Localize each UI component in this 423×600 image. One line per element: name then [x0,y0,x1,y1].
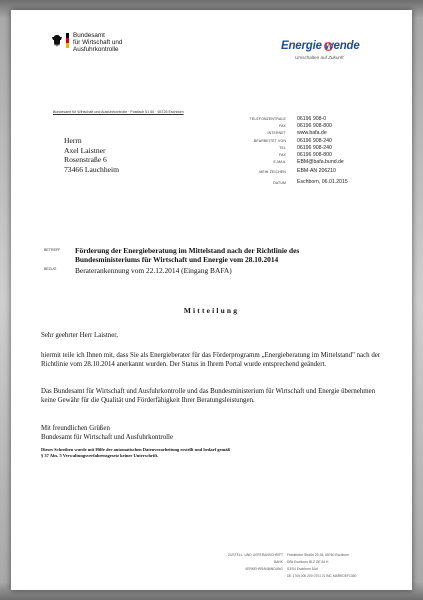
signature-block: Bundesamt für Wirtschaft und Ausfuhrkontrolle [41,434,174,441]
footer-value: Frankfurter Straße 29-35, 65760 Eschborn [287,553,350,557]
footer-value: DE 1705 000 200 0701 21 BIC MARKDEF1350 [287,574,357,578]
contact-value: 06196 908-0 [297,116,327,122]
contact-label: FAX [278,124,286,128]
german-flag-icon [66,33,69,48]
sender-line: Bundesamt für Wirtschaft und Ausfuhrkontrolle · Postfach 51 60 · 65726 Eschborn [53,110,184,114]
contact-label: TELEFONZENTRALE [249,117,286,121]
subject-line: Förderung der Energieberatung im Mittelstand nach der Richtlinie des Bundesministeriums für Wirtschaft und Energie vom 28.10.2014 [75,246,300,264]
energiewende-logo: Energie wende [281,40,360,52]
document-page [11,10,412,590]
footer-label: ZUSTELL- UND LIEFERANSCHRIFT [228,553,283,557]
contact-label: E-MAIL [273,160,286,164]
contact-label: INTERNET [267,131,286,135]
betreff-label: BETREFF [44,248,61,252]
contact-value: www.bafa.de [297,130,327,136]
federal-eagle-icon [51,34,63,48]
salutation: Sehr geehrter Herr Laistner, [41,332,119,339]
automation-note: Dieses Schreiben wurde mit Hilfe der automatischen Datenverarbeitung erstellt und bedarf gemäß § 37 Abs. 5 Verwaltungsverfahrensgesetz keiner Unterschrift. [41,447,230,459]
contact-value: Eschborn, 06.01.2015 [297,179,348,185]
contact-value: 06196 908-240 [297,145,332,151]
contact-value: EBM-AN 206210 [297,168,336,174]
contact-label: TEL [279,146,286,150]
contact-label: MEIN ZEICHEN [259,170,286,174]
paragraph-1: hiermit teile ich Ihnen mit, dass Sie als Energieberater für das Förderprogramm „Energieberatung im Mittelstand" nach der Richtlinie vom 28.10.2014 anerkannt wurden. Der Status in Ihrem Portal wurde entsprechend geändert. [41,352,381,368]
contact-value: 06196 908-800 [297,152,332,158]
closing: Mit freundlichen Grüßen [41,425,110,432]
footer-value: DBk Eschborn BLZ DE 84 H [287,560,329,564]
contact-value: 06196 908-240 [297,138,332,144]
bezug-label: BEZUG [44,267,57,271]
contact-label: DATUM [273,181,286,185]
footer-label: VERKEHRSANBINDUNG [245,567,283,571]
reference-line: Beraterankennung vom 22.12.2014 (Eingang BAFA) [75,266,232,275]
document-title: Mitteilung [183,306,240,315]
recipient-address: Herrn Axel Laistner Rosenstraße 6 73466 Lauchheim [64,136,120,174]
ministry-name: Bundesamt für Wirtschaft und Ausfuhrkontrolle [73,32,123,53]
contact-value: 06196 908-800 [297,123,332,129]
logo-tagline: Umschalten auf Zukunft [295,55,344,60]
contact-label: BEARBEITET VON [253,139,286,143]
footer-label: BANK [274,560,283,564]
contact-label: FAX [278,153,286,157]
energiewende-logo-icon [324,42,333,51]
footer-value: S3/S4 Eschborn Süd [287,567,318,571]
paragraph-2: Das Bundesamt für Wirtschaft und Ausfuhrkontrolle und das Bundesministerium für Wirtschaft und Energie übernehmen keine Gewähr für die Qualität und Förderfähigkeit Ihrer Beratungsleistungen. [41,388,376,404]
contact-value: EBM@bafa.bund.de [297,159,344,165]
